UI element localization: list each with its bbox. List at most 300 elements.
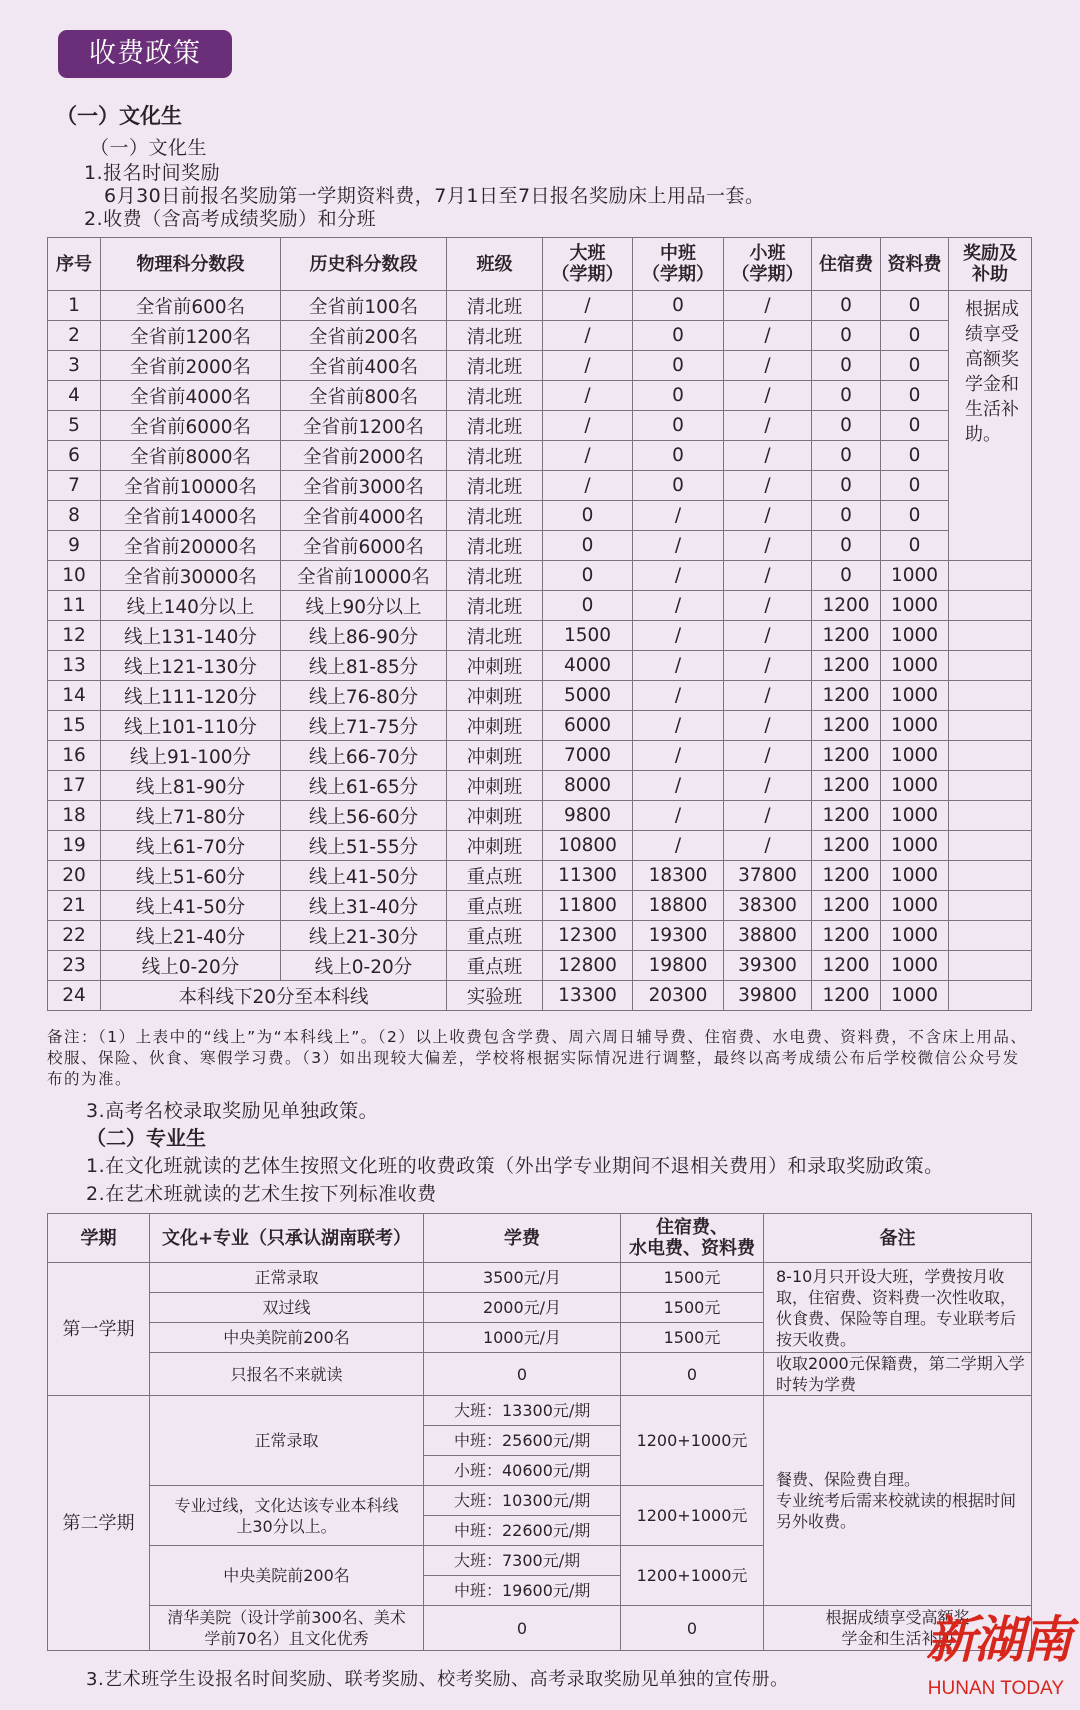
table-cell — [949, 561, 1032, 591]
table-cell: 0 — [812, 471, 881, 501]
table-cell — [949, 741, 1032, 771]
note-cell: 收取2000元保籍费，第二学期入学时转为学费 — [764, 1353, 1032, 1396]
table-cell: 中班：25600元/期 — [424, 1426, 621, 1456]
table-cell: 1000 — [881, 921, 949, 951]
table-cell: 清华美院（设计学前300名、美术学前70名）且文化优秀 — [150, 1606, 424, 1651]
table-cell: 38800 — [724, 921, 812, 951]
table-cell: / — [543, 471, 633, 501]
table-cell: 0 — [881, 471, 949, 501]
table-cell: 0 — [812, 561, 881, 591]
table-cell: / — [633, 711, 724, 741]
item-heading: 2.收费（含高考成绩奖励）和分班 — [84, 208, 377, 230]
table-cell: 0 — [543, 561, 633, 591]
table-cell: 2 — [48, 321, 101, 351]
table-cell: 1200 — [812, 591, 881, 621]
table-row — [48, 771, 1032, 801]
table-cell: 1200 — [812, 891, 881, 921]
item-heading: 3.高考名校录取奖励见单独政策。 — [86, 1100, 379, 1122]
table-cell: 0 — [812, 501, 881, 531]
column-header: 文化+专业（只承认湖南联考） — [150, 1214, 424, 1263]
table-cell: 清北班 — [447, 471, 543, 501]
table-cell: 全省前10000名 — [281, 561, 447, 591]
table-cell: 0 — [543, 531, 633, 561]
item-heading: 2.在艺术班就读的艺术生按下列标准收费 — [86, 1183, 437, 1205]
table-row — [48, 381, 1032, 411]
table-cell: 39300 — [724, 951, 812, 981]
table-cell: 全省前20000名 — [101, 531, 281, 561]
table-row — [48, 801, 1032, 831]
table-cell: 1500元 — [621, 1323, 764, 1353]
table-cell: 线上0-20分 — [101, 951, 281, 981]
column-header: 奖励及 补助 — [949, 238, 1032, 291]
table-cell: 冲刺班 — [447, 771, 543, 801]
table-cell: 1000 — [881, 681, 949, 711]
table-cell: 正常录取 — [150, 1396, 424, 1486]
table-cell: 小班：40600元/期 — [424, 1456, 621, 1486]
table-cell: 11800 — [543, 891, 633, 921]
table-cell: 冲刺班 — [447, 801, 543, 831]
table-cell: 1000 — [881, 861, 949, 891]
table-cell: 线上21-40分 — [101, 921, 281, 951]
table-cell: 18300 — [633, 861, 724, 891]
table-cell: 0 — [812, 441, 881, 471]
table-cell: 8000 — [543, 771, 633, 801]
table-row — [48, 711, 1032, 741]
table-cell: 13300 — [543, 981, 633, 1011]
column-header: 小班 （学期） — [724, 238, 812, 291]
table-cell: 1000 — [881, 651, 949, 681]
table-cell: 3 — [48, 351, 101, 381]
table-cell: / — [724, 561, 812, 591]
table-cell: 冲刺班 — [447, 741, 543, 771]
table-cell: 1200 — [812, 981, 881, 1011]
table-cell: / — [724, 711, 812, 741]
table-cell: 正常录取 — [150, 1263, 424, 1293]
table-header-row — [48, 238, 1032, 291]
table-cell: / — [724, 591, 812, 621]
table-cell: / — [543, 441, 633, 471]
table-cell: 0 — [424, 1606, 621, 1651]
table-row — [48, 411, 1032, 441]
table-cell: 5000 — [543, 681, 633, 711]
section-heading: （二）专业生 — [86, 1126, 206, 1150]
table-cell: 0 — [881, 501, 949, 531]
table-cell: 清北班 — [447, 591, 543, 621]
table-row — [48, 651, 1032, 681]
table-note: 备注：（1）上表中的“线上”为“本科线上”。（2）以上收费包含学费、周六周日辅导费、住宿费、水电费、资料费，不含床上用品、校服、保险、伙食、寒假学习费。（3）如出现较大偏差，学校将根据实际情况进行调整，最终以高考成绩公布后学校微信公众号发布的为准。 — [47, 1028, 1028, 1088]
table-cell: 全省前8000名 — [101, 441, 281, 471]
table-cell: / — [633, 831, 724, 861]
table-cell: 18800 — [633, 891, 724, 921]
table-row — [48, 1353, 1032, 1396]
table-cell: 全省前800名 — [281, 381, 447, 411]
fee-table-culture — [47, 237, 1032, 1011]
table-cell: 1200 — [812, 921, 881, 951]
column-header: 住宿费、 水电费、资料费 — [621, 1214, 764, 1263]
table-cell: 1000 — [881, 831, 949, 861]
table-cell: / — [724, 471, 812, 501]
column-header: 备注 — [764, 1214, 1032, 1263]
table-cell: / — [724, 291, 812, 321]
table-cell: 线上61-70分 — [101, 831, 281, 861]
table-cell: 全省前10000名 — [101, 471, 281, 501]
table-cell: 重点班 — [447, 861, 543, 891]
table-cell: 线上101-110分 — [101, 711, 281, 741]
table-cell: 2000元/月 — [424, 1293, 621, 1323]
table-cell: 清北班 — [447, 321, 543, 351]
table-cell: 线上71-80分 — [101, 801, 281, 831]
table-cell: 线上61-65分 — [281, 771, 447, 801]
table-cell: / — [724, 741, 812, 771]
table-cell: / — [724, 501, 812, 531]
column-header: 班级 — [447, 238, 543, 291]
table-cell: 大班：10300元/期 — [424, 1486, 621, 1516]
table-cell: 1200 — [812, 861, 881, 891]
table-cell: 1200 — [812, 831, 881, 861]
logo-en: HUNAN TODAY — [927, 1678, 1064, 1699]
column-header: 住宿费 — [812, 238, 881, 291]
table-cell: 1200 — [812, 711, 881, 741]
table-cell: 1500元 — [621, 1263, 764, 1293]
table-cell: 全省前100名 — [281, 291, 447, 321]
table-row — [48, 441, 1032, 471]
table-cell: 1000 — [881, 711, 949, 741]
table-cell: 0 — [633, 471, 724, 501]
table-cell: / — [724, 831, 812, 861]
table-cell: 全省前14000名 — [101, 501, 281, 531]
table-cell: 39800 — [724, 981, 812, 1011]
table-cell: 12300 — [543, 921, 633, 951]
table-cell: 5 — [48, 411, 101, 441]
table-cell: 重点班 — [447, 891, 543, 921]
term-cell: 第二学期 — [48, 1396, 150, 1651]
table-cell: 0 — [812, 321, 881, 351]
table-cell: 清北班 — [447, 381, 543, 411]
table-cell: 全省前1200名 — [281, 411, 447, 441]
table-cell: 11 — [48, 591, 101, 621]
table-cell: 24 — [48, 981, 101, 1011]
table-cell: 线上51-55分 — [281, 831, 447, 861]
table-cell: / — [543, 351, 633, 381]
table-cell — [949, 981, 1032, 1011]
table-cell: 线上81-90分 — [101, 771, 281, 801]
table-cell: 线上140分以上 — [101, 591, 281, 621]
table-row — [48, 831, 1032, 861]
table-cell: 10800 — [543, 831, 633, 861]
table-cell: 1200+1000元 — [621, 1396, 764, 1486]
table-cell: 线上86-90分 — [281, 621, 447, 651]
table-cell: 0 — [881, 321, 949, 351]
table-cell: 16 — [48, 741, 101, 771]
table-cell: 0 — [881, 411, 949, 441]
table-cell: 清北班 — [447, 501, 543, 531]
table-cell: 双过线 — [150, 1293, 424, 1323]
table-cell: / — [543, 321, 633, 351]
table-row — [48, 1606, 1032, 1651]
table-cell — [949, 861, 1032, 891]
table-cell: 6000 — [543, 711, 633, 741]
table-cell: / — [633, 741, 724, 771]
table-cell: 0 — [543, 501, 633, 531]
table-cell: / — [724, 531, 812, 561]
column-header: 序号 — [48, 238, 101, 291]
table-cell — [949, 921, 1032, 951]
table-cell: / — [633, 501, 724, 531]
table-row — [48, 351, 1032, 381]
item-heading: 1.在文化班就读的艺体生按照文化班的收费政策（外出学专业期间不退相关费用）和录取奖励政策。 — [86, 1155, 944, 1177]
table-cell: 线上71-75分 — [281, 711, 447, 741]
table-cell: 11300 — [543, 861, 633, 891]
table-cell: 全省前400名 — [281, 351, 447, 381]
table-cell: 19300 — [633, 921, 724, 951]
note-cell: 8-10月只开设大班，学费按月收取，住宿费、资料费一次性收取，伙食费、保险等自理。专业联考后按天收费。 — [764, 1263, 1032, 1353]
table-cell: 1200 — [812, 621, 881, 651]
table-cell — [949, 681, 1032, 711]
table-row — [48, 1263, 1032, 1293]
table-row — [48, 561, 1032, 591]
table-cell: 3500元/月 — [424, 1263, 621, 1293]
table-cell: 38300 — [724, 891, 812, 921]
table-cell: 0 — [633, 441, 724, 471]
table-cell: 清北班 — [447, 531, 543, 561]
table-cell: 20300 — [633, 981, 724, 1011]
table-cell: 线上0-20分 — [281, 951, 447, 981]
table-cell: 1200 — [812, 651, 881, 681]
table-cell: 6 — [48, 441, 101, 471]
table-cell: 专业过线，文化达该专业本科线上30分以上。 — [150, 1486, 424, 1546]
table-cell: 全省前200名 — [281, 321, 447, 351]
table-cell — [949, 591, 1032, 621]
table-cell: / — [724, 801, 812, 831]
table-row — [48, 741, 1032, 771]
table-cell: 1000 — [881, 591, 949, 621]
table-cell — [949, 891, 1032, 921]
table-cell: 23 — [48, 951, 101, 981]
table-cell: 19 — [48, 831, 101, 861]
table-cell: 18 — [48, 801, 101, 831]
table-cell: 1000 — [881, 801, 949, 831]
table-cell: / — [724, 351, 812, 381]
column-header: 学期 — [48, 1214, 150, 1263]
table-cell: 1000 — [881, 771, 949, 801]
table-cell: 清北班 — [447, 351, 543, 381]
fee-table-art — [47, 1213, 1032, 1651]
table-cell: 全省前6000名 — [281, 531, 447, 561]
table-cell: 线上41-50分 — [281, 861, 447, 891]
table-cell: / — [724, 321, 812, 351]
table-cell: 线上56-60分 — [281, 801, 447, 831]
table-cell: 线上21-30分 — [281, 921, 447, 951]
table-row — [48, 951, 1032, 981]
table-cell: 线上31-40分 — [281, 891, 447, 921]
table-cell: 4 — [48, 381, 101, 411]
section-heading: （一）文化生 — [56, 104, 182, 128]
table-cell: 13 — [48, 651, 101, 681]
table-cell: 中央美院前200名 — [150, 1546, 424, 1606]
item-heading: 1.报名时间奖励 — [84, 162, 221, 184]
table-cell: / — [543, 381, 633, 411]
column-header: 中班 （学期） — [633, 238, 724, 291]
table-cell: / — [633, 801, 724, 831]
table-row — [48, 981, 1032, 1011]
table-cell: 1000 — [881, 981, 949, 1011]
table-cell: 0 — [543, 591, 633, 621]
table-cell: 全省前30000名 — [101, 561, 281, 591]
column-header: 历史科分数段 — [281, 238, 447, 291]
table-cell: 1200+1000元 — [621, 1546, 764, 1606]
table-cell: 7 — [48, 471, 101, 501]
table-cell: 22 — [48, 921, 101, 951]
table-cell: / — [724, 441, 812, 471]
table-cell: / — [633, 651, 724, 681]
table-cell: 线上121-130分 — [101, 651, 281, 681]
column-header: 资料费 — [881, 238, 949, 291]
table-row — [48, 531, 1032, 561]
table-cell: 1500 — [543, 621, 633, 651]
table-cell: 8 — [48, 501, 101, 531]
table-row — [48, 291, 1032, 321]
table-cell: 1200 — [812, 801, 881, 831]
reward-note-cell: 根据成绩享受高额奖学金和生活补助。 — [949, 291, 1032, 561]
table-row — [48, 1396, 1032, 1426]
table-cell: 1200 — [812, 951, 881, 981]
table-cell: 重点班 — [447, 951, 543, 981]
footer-text: 3.艺术班学生设报名时间奖励、联考奖励、校考奖励、高考录取奖励见单独的宣传册。 — [86, 1669, 789, 1690]
table-cell: 0 — [881, 441, 949, 471]
table-cell: 12800 — [543, 951, 633, 981]
table-cell: 1200 — [812, 771, 881, 801]
table-cell: 1000 — [881, 621, 949, 651]
table-cell: 清北班 — [447, 621, 543, 651]
section-header-badge: 收费政策 — [58, 30, 232, 78]
table-cell: 冲刺班 — [447, 651, 543, 681]
table-cell: 0 — [881, 351, 949, 381]
table-cell: / — [633, 561, 724, 591]
table-cell: 1000元/月 — [424, 1323, 621, 1353]
table-cell: / — [724, 411, 812, 441]
table-cell: 21 — [48, 891, 101, 921]
hunan-today-logo — [920, 1600, 1070, 1710]
table-cell: 0 — [812, 381, 881, 411]
table-cell: 全省前2000名 — [281, 441, 447, 471]
table-cell: / — [724, 381, 812, 411]
table-cell: / — [724, 681, 812, 711]
table-cell: 0 — [881, 291, 949, 321]
table-header-row — [48, 1214, 1032, 1263]
table-cell — [949, 831, 1032, 861]
item-detail: 6月30日前报名奖励第一学期资料费，7月1日至7日报名奖励床上用品一套。 — [104, 185, 765, 207]
table-cell: 0 — [812, 291, 881, 321]
table-cell: 9800 — [543, 801, 633, 831]
table-cell: 线上111-120分 — [101, 681, 281, 711]
table-cell: 清北班 — [447, 561, 543, 591]
table-cell: 全省前4000名 — [101, 381, 281, 411]
table-cell: 实验班 — [447, 981, 543, 1011]
table-cell: 1200 — [812, 681, 881, 711]
table-cell: 1200 — [812, 741, 881, 771]
table-cell: 线上66-70分 — [281, 741, 447, 771]
table-cell: 全省前2000名 — [101, 351, 281, 381]
table-cell: / — [633, 681, 724, 711]
table-cell: / — [724, 621, 812, 651]
table-cell: 中央美院前200名 — [150, 1323, 424, 1353]
table-cell: 冲刺班 — [447, 711, 543, 741]
note-cell: 餐费、保险费自理。 专业统考后需来校就读的根据时间另外收费。 — [764, 1396, 1032, 1606]
table-cell: 0 — [812, 411, 881, 441]
table-cell: 中班：19600元/期 — [424, 1576, 621, 1606]
table-cell: 清北班 — [447, 411, 543, 441]
table-row — [48, 501, 1032, 531]
table-cell: 7000 — [543, 741, 633, 771]
subsection-heading: （一）文化生 — [90, 137, 208, 159]
column-header: 学费 — [424, 1214, 621, 1263]
term-cell: 第一学期 — [48, 1263, 150, 1396]
table-cell: 只报名不来就读 — [150, 1353, 424, 1396]
table-cell: 0 — [633, 351, 724, 381]
table-row — [48, 621, 1032, 651]
table-cell: 37800 — [724, 861, 812, 891]
table-cell: / — [633, 771, 724, 801]
table-cell — [949, 711, 1032, 741]
column-header: 大班 （学期） — [543, 238, 633, 291]
table-cell: 冲刺班 — [447, 681, 543, 711]
table-cell: 14 — [48, 681, 101, 711]
table-row — [48, 891, 1032, 921]
table-cell: 4000 — [543, 651, 633, 681]
table-cell: 10 — [48, 561, 101, 591]
table-cell: 0 — [633, 411, 724, 441]
table-cell: 17 — [48, 771, 101, 801]
table-cell: 15 — [48, 711, 101, 741]
table-cell: 1500元 — [621, 1293, 764, 1323]
table-cell: 本科线下20分至本科线 — [101, 981, 447, 1011]
table-cell: 线上51-60分 — [101, 861, 281, 891]
table-cell: / — [543, 411, 633, 441]
table-cell: 0 — [621, 1353, 764, 1396]
table-row — [48, 471, 1032, 501]
table-cell: 冲刺班 — [447, 831, 543, 861]
table-cell: 线上91-100分 — [101, 741, 281, 771]
table-cell: 19800 — [633, 951, 724, 981]
table-row — [48, 591, 1032, 621]
table-cell — [949, 771, 1032, 801]
table-cell: 0 — [621, 1606, 764, 1651]
table-cell: 12 — [48, 621, 101, 651]
table-row — [48, 681, 1032, 711]
table-cell: 1200+1000元 — [621, 1486, 764, 1546]
table-cell: / — [633, 591, 724, 621]
table-cell: 0 — [633, 291, 724, 321]
table-cell: 全省前6000名 — [101, 411, 281, 441]
table-cell: 1000 — [881, 741, 949, 771]
table-row — [48, 321, 1032, 351]
table-cell — [949, 951, 1032, 981]
table-cell: 0 — [424, 1353, 621, 1396]
note-cell: 根据成绩享受高额奖学金和生活补助 — [764, 1606, 1032, 1651]
table-cell: 线上90分以上 — [281, 591, 447, 621]
table-row — [48, 921, 1032, 951]
table-cell: 9 — [48, 531, 101, 561]
table-cell: 0 — [633, 381, 724, 411]
table-cell: / — [724, 651, 812, 681]
table-cell: / — [633, 621, 724, 651]
table-row — [48, 861, 1032, 891]
table-cell: 重点班 — [447, 921, 543, 951]
table-cell: 全省前1200名 — [101, 321, 281, 351]
table-cell: 0 — [633, 321, 724, 351]
table-cell: 大班：7300元/期 — [424, 1546, 621, 1576]
table-cell: 20 — [48, 861, 101, 891]
